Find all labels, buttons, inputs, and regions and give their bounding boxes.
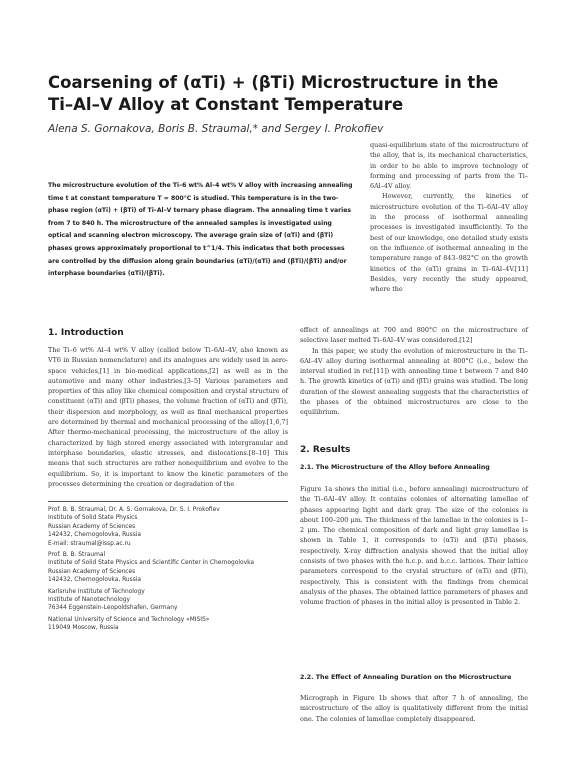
- section-heading-introduction: 1. Introduction: [48, 328, 124, 338]
- paper-title: Coarsening of (αTi) + (βTi) Microstructure in the Ti–Al–V Alloy at Constant Temperature: [48, 73, 499, 114]
- subsection-heading-annealing-duration: 2.2. The Effect of Annealing Duration on the Microstructure: [300, 674, 512, 681]
- affiliation-2: Prof. B. B. Straumal Institute of Solid State Physics and Scientific Center in Chernogolovka Russian Academy of Sciences 142432, Chernogolovka, Russia: [48, 552, 254, 584]
- annealing-duration-text: [300, 693, 528, 724]
- affiliation-3: Karlsruhe Institute of Technology Institute of Nanotechnology 76344 Eggenstein-Leopoldshafen, Germany: [48, 588, 178, 612]
- affiliation-4: National University of Science and Technology «MISIS» 119049 Moscow, Russia: [48, 616, 210, 632]
- affiliation-divider: [48, 501, 288, 502]
- affiliation-1: Prof. B. B. Straumal, Dr. A. S. Gornakova, Dr. S. I. Prokofiev Institute of Solid State Physics Russian Academy of Sciences 142432, Chernogolovka, Russia E-mail: straumal@issp.ac.ru: [48, 507, 220, 547]
- section-heading-results: 2. Results: [300, 445, 351, 455]
- right-column-top: [370, 140, 528, 294]
- before-annealing-text: [300, 484, 528, 608]
- right-column-continued: [300, 325, 528, 418]
- annealing-duration-paragraph: Micrograph in Figure 1b shows that after 7 h of annealing, the microstructure of the alloy is qualitatively different from the initial one. The colonies of lamellae completely disappeared.: [300, 694, 528, 723]
- before-annealing-paragraph: Figure 1a shows the initial (i.e., before annealing) microstructure of the Ti–6Al–4V alloy. It contains colonies of alternating lamellae of phases appearing light and dark gray. The size of the colonies is about 100–200 μm. The thickness of the lamellae in the colonies is 1–2 μm. The chemical composition of dark and light gray lamellae is shown in Table 1, it corresponds to (αTi) and (βTi) phases, respectively. X-ray diffraction analysis showed that the initial alloy consists of two phases with the h.c.p. and b.c.c. lattices. Their lattice parameters correspond to the crystal structure of (αTi) and (βTi), respectively. This is consistent with the findings from chemical analysis of the phases. The obtained lattice parameters of phases and volume fraction of phases in the initial alloy is presented in Table 2.: [300, 485, 528, 607]
- author-list: Alena S. Gornakova, Boris B. Straumal,* and Sergey I. Prokofiev: [48, 123, 384, 135]
- affiliations: [48, 506, 288, 636]
- right-top-paragraph-1: quasi-equilibrium state of the microstructure of the alloy, that is, its mechanical characteristics, in order to be able to improve technology of forming and processing of parts from the Ti–6Al–4V alloy.: [370, 141, 528, 191]
- introduction-text: [48, 345, 288, 489]
- right-cont-paragraph-2: In this paper, we study the evolution of microstructure in the Ti–6Al–4V alloy during isothermal annealing at 800°C (i.e., below the interval studied in ref.[11]) with annealing time t between 7 and 840 h. The growth kinetics of (αTi) and (βTi) grains was studied. The long duration of the slowest annealing suggests that the characteristics of the phases of the obtained microstructures are close to the equilibrium.: [300, 346, 528, 417]
- introduction-paragraph: The Ti–6 wt% Al–4 wt% V alloy (called below Ti–6Al–4V, also known as VT6 in Russian nomenclature) and its analogues are widely used in aero-space vehicles,[1] in bio-medical applications,[2] as well as in the automotive and many other industries.[3–5] Various parameters and properties of this alloy like chemical composition and crystal structure of constituent (αTi) and (βTi) phases, the volume fraction of (αTi) and (βTi), their dispersion and morphology, as well as final mechanical properties are determined by thermal and mechanical processing of the alloy.[1,6,7] After thermo-mechanical processing, the microstructure of the alloy is characterized by high stored energy associated with intergranular and interphase boundaries, elastic stresses, and dislocations.[8–10] This means that such structures are rather nonequilibrium and evolve to the equilibrium. So, it is important to know the kinetic parameters of the processes determining the creation or degradation of the: [48, 346, 288, 488]
- right-cont-paragraph-1: effect of annealings at 700 and 800°C on the microstructure of selective laser melted Ti–6Al–4V was considered.[12]: [300, 326, 528, 345]
- abstract: The microstructure evolution of the Ti–6 wt% Al–4 wt% V alloy with increasing annealing time t at constant temperature T = 800°C is studied. This temperature is in the two-phase region (αTi) + (βTi) of Ti–Al–V ternary phase diagram. The annealing time t varies from 7 to 840 h. The microstructure of the annealed samples is investigated using optical and scanning electron microscopy. The average grain size of (αTi) and (βTi) phases grows approximately proportional to t^1/4. This indicates that both processes are controlled by the diffusion along grain boundaries (αTi)/(αTi) and (βTi)/(βTi) and/or interphase boundaries (αTi)/(βTi).: [48, 182, 353, 278]
- subsection-heading-before-annealing: 2.1. The Microstructure of the Alloy before Annealing: [300, 464, 490, 471]
- right-top-paragraph-2: However, currently, the kinetics of microstructure evolution of the Ti–6Al–4V alloy in the process of isothermal annealing processes is investigated insufficiently. To the best of our knowledge, one detailed study exists on the influence of isothermal annealing in the temperature range of 843–982°C on the growth kinetics of the (αTi) grains in Ti–6Al–4V.[11] Besides, very recently the study appeared, where the: [370, 192, 528, 294]
